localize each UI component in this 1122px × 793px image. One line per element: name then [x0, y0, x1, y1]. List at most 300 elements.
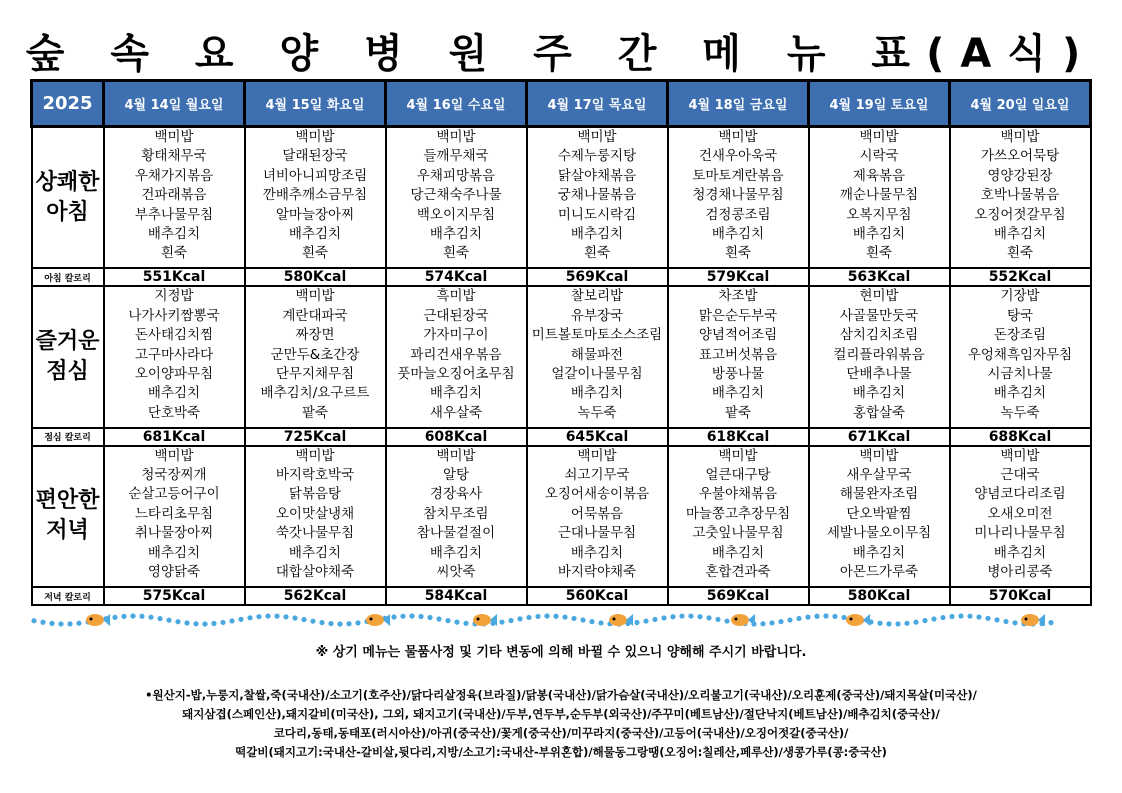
menu-item: 배추김치 — [993, 385, 1047, 402]
menu-item: 백미밥 — [295, 288, 335, 305]
menu-item: 삼치김치조림 — [839, 327, 919, 344]
calorie-value: 725Kcal — [245, 428, 386, 446]
menu-item: 알탕 — [442, 467, 470, 484]
calorie-value: 579Kcal — [668, 268, 809, 286]
bubble-icon — [1003, 619, 1008, 624]
menu-item: 컬리플라워볶음 — [833, 346, 925, 363]
menu-item: 돈장조림 — [993, 327, 1047, 344]
menu-item: 백미밥 — [295, 129, 335, 145]
menu-item: 백미밥 — [295, 447, 335, 464]
calorie-row — [32, 268, 1091, 286]
menu-item: 미트볼토마토소스조림 — [531, 327, 663, 344]
notice-text: ※ 상기 메뉴는 물품사정 및 기타 변동에 의해 바뀔 수 있으니 양해해 주시기 바랍니다. — [315, 645, 807, 660]
menu-item: 백미밥 — [859, 129, 899, 145]
bubble-icon — [148, 615, 153, 620]
bubble-icon — [67, 621, 72, 626]
calorie-value: 574Kcal — [386, 268, 527, 286]
menu-item: 백미밥 — [1000, 447, 1040, 464]
menu-item: 고구마사라다 — [134, 346, 214, 363]
bubble-icon — [112, 615, 117, 620]
bubble-icon — [922, 618, 927, 623]
calorie-value: 570Kcal — [950, 587, 1091, 605]
menu-item: 배추김치 — [147, 544, 201, 561]
bubble-icon — [427, 615, 432, 620]
menu-item: 씨앗죽 — [436, 564, 476, 580]
menu-item: 미니도시락김 — [557, 206, 637, 223]
bubble-icon — [409, 613, 414, 618]
calorie-value: 569Kcal — [668, 587, 809, 605]
bubble-icon — [211, 621, 216, 626]
bubble-icon — [895, 621, 900, 626]
menu-item: 배추김치 — [429, 225, 483, 242]
calorie-value: 562Kcal — [245, 587, 386, 605]
menu-item: 달래된장국 — [282, 148, 348, 165]
menu-item: 백미밥 — [154, 447, 194, 464]
menu-item: 배추김치 — [147, 385, 201, 402]
day-header: 4월 15일 화요일 — [245, 81, 386, 127]
bubble-icon — [589, 619, 594, 624]
calorie-label: 아침 칼로리 — [32, 268, 104, 286]
menu-item: 백미밥 — [718, 447, 758, 464]
menu-item: 흰죽 — [583, 245, 611, 262]
menu-item: 계란대파국 — [282, 307, 348, 324]
menu-item: 제육볶음 — [852, 167, 906, 184]
menu-item: 흰죽 — [724, 245, 752, 262]
bubble-icon — [814, 614, 819, 619]
menu-item: 당근채숙주나물 — [410, 187, 502, 204]
calorie-value: 681Kcal — [104, 428, 245, 446]
bubble-icon — [940, 615, 945, 620]
menu-item: 새우살죽 — [429, 404, 483, 421]
menu-item: 우채가지볶음 — [134, 167, 214, 184]
fish-icon — [86, 614, 110, 626]
menu-item: 쑥갓나물무침 — [275, 525, 355, 542]
menu-item: 녹두죽 — [1000, 404, 1040, 421]
bubble-icon — [904, 621, 909, 626]
menu-item: 방풍나물 — [711, 365, 765, 382]
bubble-icon — [679, 613, 684, 618]
calorie-value: 671Kcal — [809, 428, 950, 446]
bubble-icon — [202, 621, 207, 626]
menu-item: 백미밥 — [718, 129, 758, 145]
bubble-icon — [463, 621, 468, 626]
bubble-icon — [310, 619, 315, 624]
menu-item: 홍합살죽 — [852, 404, 906, 421]
menu-item: 백미밥 — [577, 447, 617, 464]
menu-item: 바지락야채죽 — [557, 564, 637, 580]
menu-item: 해물완자조림 — [839, 486, 919, 503]
bubble-icon — [157, 616, 162, 621]
calorie-value: 563Kcal — [809, 268, 950, 286]
menu-item: 어묵볶음 — [570, 505, 624, 522]
menu-item: 단호박죽 — [147, 404, 201, 421]
bubble-icon — [319, 620, 324, 625]
menu-item: 백미밥 — [1000, 129, 1040, 145]
bubble-icon — [274, 614, 279, 619]
bubble-icon — [40, 620, 45, 625]
menu-item: 미나리나물무침 — [974, 525, 1066, 542]
menu-cell — [950, 127, 1091, 269]
fish-icon — [846, 614, 870, 626]
menu-item: 기장밥 — [1000, 288, 1040, 305]
bubble-icon — [1012, 620, 1017, 625]
menu-item: 배추김치 — [711, 385, 765, 402]
menu-item: 들깨무채국 — [423, 148, 489, 165]
bubble-icon — [877, 621, 882, 626]
menu-item: 순살고등어구이 — [128, 486, 220, 503]
bubble-icon — [346, 621, 351, 626]
menu-item: 알마늘장아찌 — [275, 206, 355, 223]
bubble-icon — [985, 616, 990, 621]
bubble-icon — [931, 616, 936, 621]
bubble-icon — [166, 618, 171, 623]
menu-item: 궁채나물볶음 — [557, 187, 637, 204]
menu-item: 짜장면 — [295, 327, 335, 344]
menu-item: 혼합견과죽 — [705, 564, 771, 580]
menu-item: 검정콩조림 — [705, 206, 771, 223]
meal-label: 즐거운 점심 — [32, 286, 104, 427]
wave-decoration — [30, 611, 1060, 629]
menu-cell — [809, 446, 950, 587]
meal-label: 상쾌한 아침 — [32, 127, 104, 269]
calorie-value: 608Kcal — [386, 428, 527, 446]
menu-item: 풋마늘오징어초무침 — [397, 365, 515, 382]
menu-cell — [668, 286, 809, 427]
menu-item: 팥죽 — [724, 404, 752, 421]
fish-icon — [731, 614, 755, 626]
menu-item: 닭살야채볶음 — [557, 167, 637, 184]
bubble-icon — [238, 617, 243, 622]
bubble-icon — [256, 614, 261, 619]
menu-item: 배추김치 — [852, 225, 906, 242]
menu-item: 마늘쫑고추장무침 — [685, 505, 791, 522]
menu-item: 근대국 — [1000, 467, 1040, 484]
bubble-icon — [139, 614, 144, 619]
bubble-icon — [391, 614, 396, 619]
bubble-icon — [841, 615, 846, 620]
meal-row — [32, 446, 1091, 587]
weekly-menu-table — [30, 79, 1092, 606]
menu-item: 토마토계란볶음 — [692, 167, 784, 184]
menu-item: 대합살야채죽 — [275, 564, 355, 580]
menu-item: 배추김치 — [711, 544, 765, 561]
menu-cell — [104, 446, 245, 587]
fish-icon — [366, 614, 390, 626]
menu-item: 흑미밥 — [436, 288, 476, 305]
menu-item: 사골물만둣국 — [839, 307, 919, 324]
menu-item: 오이맛살냉채 — [275, 505, 355, 522]
menu-item: 배추김치 — [993, 225, 1047, 242]
bubble-icon — [58, 621, 63, 626]
menu-cell — [104, 286, 245, 427]
bubble-icon — [247, 615, 252, 620]
menu-item: 백미밥 — [859, 447, 899, 464]
origin-line: 떡갈비(돼지고기:국내산-갈비살,뒷다리,지방/소고기:국내산-부위혼합)/해물동그랑땡(오징어:칠레산,페루산)/생콩가루(콩:중국산) — [235, 745, 887, 759]
meal-row — [32, 286, 1091, 427]
bubble-icon — [778, 619, 783, 624]
menu-item: 아몬드가루죽 — [839, 564, 919, 580]
menu-cell — [245, 286, 386, 427]
menu-item: 배추김치 — [429, 544, 483, 561]
menu-cell — [668, 127, 809, 269]
menu-item: 나가사키짬뽕국 — [128, 307, 220, 324]
menu-item: 배추김치 — [288, 225, 342, 242]
menu-item: 시금치나물 — [987, 365, 1053, 382]
meal-label: 편안한 저녁 — [32, 446, 104, 587]
bubble-icon — [886, 621, 891, 626]
bubble-icon — [445, 618, 450, 623]
bubble-icon — [643, 618, 648, 623]
menu-item: 오복지무침 — [846, 206, 912, 223]
bubble-icon — [49, 621, 54, 626]
calorie-value: 688Kcal — [950, 428, 1091, 446]
menu-item: 돈사태김치찜 — [134, 327, 214, 344]
day-header: 4월 14일 월요일 — [104, 81, 245, 127]
menu-item: 오징어새송이볶음 — [544, 486, 650, 503]
menu-item: 호박나물볶음 — [980, 187, 1060, 204]
bubble-icon — [562, 614, 567, 619]
bubble-icon — [76, 621, 81, 626]
menu-cell — [950, 286, 1091, 427]
menu-cell — [527, 286, 668, 427]
menu-item: 깐배추깨소금무침 — [262, 187, 368, 204]
menu-item: 우불야채볶음 — [698, 486, 778, 503]
menu-item: 배추김치 — [288, 544, 342, 561]
menu-item: 참나물겉절이 — [416, 525, 496, 542]
page-title: 숲 속 요 양 병 원 주 간 메 뉴 표(A식) — [25, 31, 1097, 77]
bubble-icon — [517, 616, 522, 621]
bubble-icon — [958, 613, 963, 618]
bubble-icon — [229, 618, 234, 623]
menu-item: 병아리콩죽 — [987, 564, 1053, 580]
menu-item: 흰죽 — [442, 245, 470, 262]
menu-item: 세발나물오이무침 — [826, 525, 932, 542]
menu-item: 유부장국 — [570, 307, 624, 324]
bubble-icon — [400, 614, 405, 619]
bubble-icon — [706, 615, 711, 620]
calorie-value: 569Kcal — [527, 268, 668, 286]
menu-item: 건새우아욱국 — [698, 148, 778, 165]
bubble-icon — [832, 614, 837, 619]
menu-item: 지정밥 — [154, 288, 194, 305]
bubble-icon — [967, 614, 972, 619]
menu-item: 백미밥 — [436, 447, 476, 464]
calorie-value: 580Kcal — [245, 268, 386, 286]
bubble-icon — [994, 617, 999, 622]
bubble-icon — [949, 614, 954, 619]
menu-item: 청국장찌개 — [141, 467, 207, 484]
bubble-icon — [598, 620, 603, 625]
calorie-label: 점심 칼로리 — [32, 428, 104, 446]
day-header: 4월 17일 목요일 — [527, 81, 668, 127]
menu-cell — [245, 446, 386, 587]
menu-item: 녹두죽 — [577, 404, 617, 421]
menu-item: 꽈리건새우볶음 — [410, 346, 502, 363]
bubble-icon — [355, 620, 360, 625]
calorie-value: 560Kcal — [527, 587, 668, 605]
bubble-icon — [337, 621, 342, 626]
bubble-icon — [715, 617, 720, 622]
menu-item: 백미밥 — [436, 129, 476, 145]
menu-item: 우채피망볶음 — [416, 167, 496, 184]
menu-item: 근대나물무침 — [557, 525, 637, 542]
menu-item: 오징어젓갈무침 — [974, 206, 1066, 223]
bubble-icon — [580, 617, 585, 622]
bubble-icon — [1048, 620, 1053, 625]
menu-item: 흰죽 — [160, 245, 188, 262]
menu-item: 시락국 — [859, 148, 899, 165]
calorie-value: 645Kcal — [527, 428, 668, 446]
bubble-icon — [976, 614, 981, 619]
menu-item: 영양닭죽 — [147, 564, 201, 580]
menu-item: 단오박팥찜 — [846, 505, 912, 522]
bubble-icon — [553, 614, 558, 619]
bubble-icon — [724, 618, 729, 623]
menu-item: 팥죽 — [301, 404, 329, 421]
bubble-icon — [634, 620, 639, 625]
menu-item: 흰죽 — [865, 245, 893, 262]
origin-line: 코다리,동태,동태포(러시아산)/아귀(중국산)/꽃게(중국산)/미꾸라지(중국산)/고등어(국내산)/오징어젓갈(중국산)/ — [273, 726, 849, 740]
menu-item: 영양강된장 — [987, 167, 1053, 184]
calorie-value: 552Kcal — [950, 268, 1091, 286]
menu-item: 백미밥 — [154, 129, 194, 145]
menu-item: 배추김치 — [852, 385, 906, 402]
menu-cell — [527, 127, 668, 269]
menu-item: 배추김치 — [852, 544, 906, 561]
menu-item: 군만두&초간장 — [270, 346, 360, 363]
menu-item: 흰죽 — [301, 245, 329, 262]
menu-cell — [809, 286, 950, 427]
bubble-icon — [526, 615, 531, 620]
bubble-icon — [688, 613, 693, 618]
bubble-icon — [769, 620, 774, 625]
menu-item: 배추김치 — [570, 225, 624, 242]
menu-item: 바지락호박국 — [275, 467, 355, 484]
menu-item: 차조밥 — [718, 288, 758, 305]
menu-item: 닭볶음탕 — [288, 486, 342, 503]
bubble-icon — [283, 614, 288, 619]
calorie-value: 584Kcal — [386, 587, 527, 605]
menu-item: 오이양파무침 — [134, 365, 214, 382]
menu-cell — [527, 446, 668, 587]
bubble-icon — [130, 613, 135, 618]
menu-item: 얼갈이나물무침 — [551, 365, 643, 382]
menu-item: 현미밥 — [859, 288, 899, 305]
bubble-icon — [454, 620, 459, 625]
origin-line: •원산지-밥,누룽지,찰쌀,죽(국내산)/소고기(호주산)/닭다리살정육(브라질)/닭봉(국내산)/닭가슴살(국내산)/오리불고기(국내산)/오리훈제(중국산)/돼지목살(미국산)/ — [145, 688, 977, 702]
bubble-icon — [787, 617, 792, 622]
bubble-icon — [499, 619, 504, 624]
menu-item: 해물파전 — [570, 346, 624, 363]
menu-item: 배추김치 — [570, 544, 624, 561]
menu-item: 단무지채무침 — [275, 365, 355, 382]
calorie-row — [32, 428, 1091, 446]
menu-item: 얼큰대구탕 — [705, 467, 771, 484]
menu-item: 새우살무국 — [846, 467, 912, 484]
bubble-icon — [670, 614, 675, 619]
menu-cell — [809, 127, 950, 269]
origin-info — [40, 686, 1082, 762]
menu-cell — [668, 446, 809, 587]
bubble-icon — [508, 618, 513, 623]
menu-item: 찰보리밥 — [570, 288, 624, 305]
menu-item: 백오이지무침 — [416, 206, 496, 223]
day-header: 4월 20일 일요일 — [950, 81, 1091, 127]
menu-cell — [245, 127, 386, 269]
bubble-icon — [652, 617, 657, 622]
menu-item: 근대된장국 — [423, 307, 489, 324]
menu-cell — [386, 127, 527, 269]
meal-row — [32, 127, 1091, 269]
bubble-icon — [436, 616, 441, 621]
bubble-icon — [292, 615, 297, 620]
menu-item: 경장육사 — [429, 486, 483, 503]
menu-item: 느타리초무침 — [134, 505, 214, 522]
bubble-icon — [31, 618, 36, 623]
bubble-icon — [265, 613, 270, 618]
menu-cell — [386, 286, 527, 427]
bubble-icon — [535, 614, 540, 619]
menu-item: 탕국 — [1006, 307, 1034, 324]
bubble-icon — [913, 620, 918, 625]
menu-item: 수제누룽지탕 — [557, 148, 637, 165]
menu-item: 부추나물무침 — [134, 206, 214, 223]
day-header: 4월 18일 금요일 — [668, 81, 809, 127]
menu-item: 배추김치 — [147, 225, 201, 242]
menu-item: 참치무조림 — [423, 505, 489, 522]
bubble-icon — [796, 616, 801, 621]
menu-item: 가쓰오어묵탕 — [980, 148, 1060, 165]
bubble-icon — [697, 614, 702, 619]
calorie-label: 저녁 칼로리 — [32, 587, 104, 605]
bubble-icon — [184, 620, 189, 625]
bubble-icon — [544, 613, 549, 618]
header-row — [32, 81, 1091, 127]
calorie-value: 575Kcal — [104, 587, 245, 605]
bubble-icon — [121, 614, 126, 619]
menu-item: 건파래볶음 — [141, 187, 207, 204]
menu-item: 녀비아니피망조림 — [262, 167, 368, 184]
bubble-icon — [418, 614, 423, 619]
menu-item: 배추김치 — [993, 544, 1047, 561]
menu-item: 표고버섯볶음 — [698, 346, 778, 363]
day-header: 4월 16일 수요일 — [386, 81, 527, 127]
menu-item: 우엉채흑임자무침 — [967, 346, 1073, 363]
menu-item: 황태채무국 — [141, 148, 207, 165]
menu-item: 배추김치 — [711, 225, 765, 242]
bubble-icon — [805, 615, 810, 620]
bubble-icon — [328, 621, 333, 626]
bubble-icon — [175, 619, 180, 624]
menu-cell — [386, 446, 527, 587]
bubble-icon — [301, 617, 306, 622]
menu-item: 맑은순두부국 — [698, 307, 778, 324]
menu-item: 배추김치 — [570, 385, 624, 402]
menu-item: 가자미구이 — [423, 327, 489, 344]
origin-line: 돼지삼겹(스페인산),돼지갈비(미국산), 그외, 돼지고기(국내산)/두부,연두부,순두부(외국산)/주꾸미(베트남산)/절단낙지(베트남산)/배추김치(중국산)/ — [182, 707, 940, 721]
menu-item: 취나물장아찌 — [134, 525, 214, 542]
year-header: 2025 — [32, 81, 104, 127]
menu-item: 배추김치 — [429, 385, 483, 402]
menu-cell — [104, 127, 245, 269]
menu-item: 깨순나물무침 — [839, 187, 919, 204]
menu-item: 단배추나물 — [846, 365, 912, 382]
calorie-value: 551Kcal — [104, 268, 245, 286]
menu-cell — [950, 446, 1091, 587]
bubble-icon — [760, 621, 765, 626]
menu-item: 청경채나물무침 — [692, 187, 784, 204]
bubble-icon — [571, 616, 576, 621]
